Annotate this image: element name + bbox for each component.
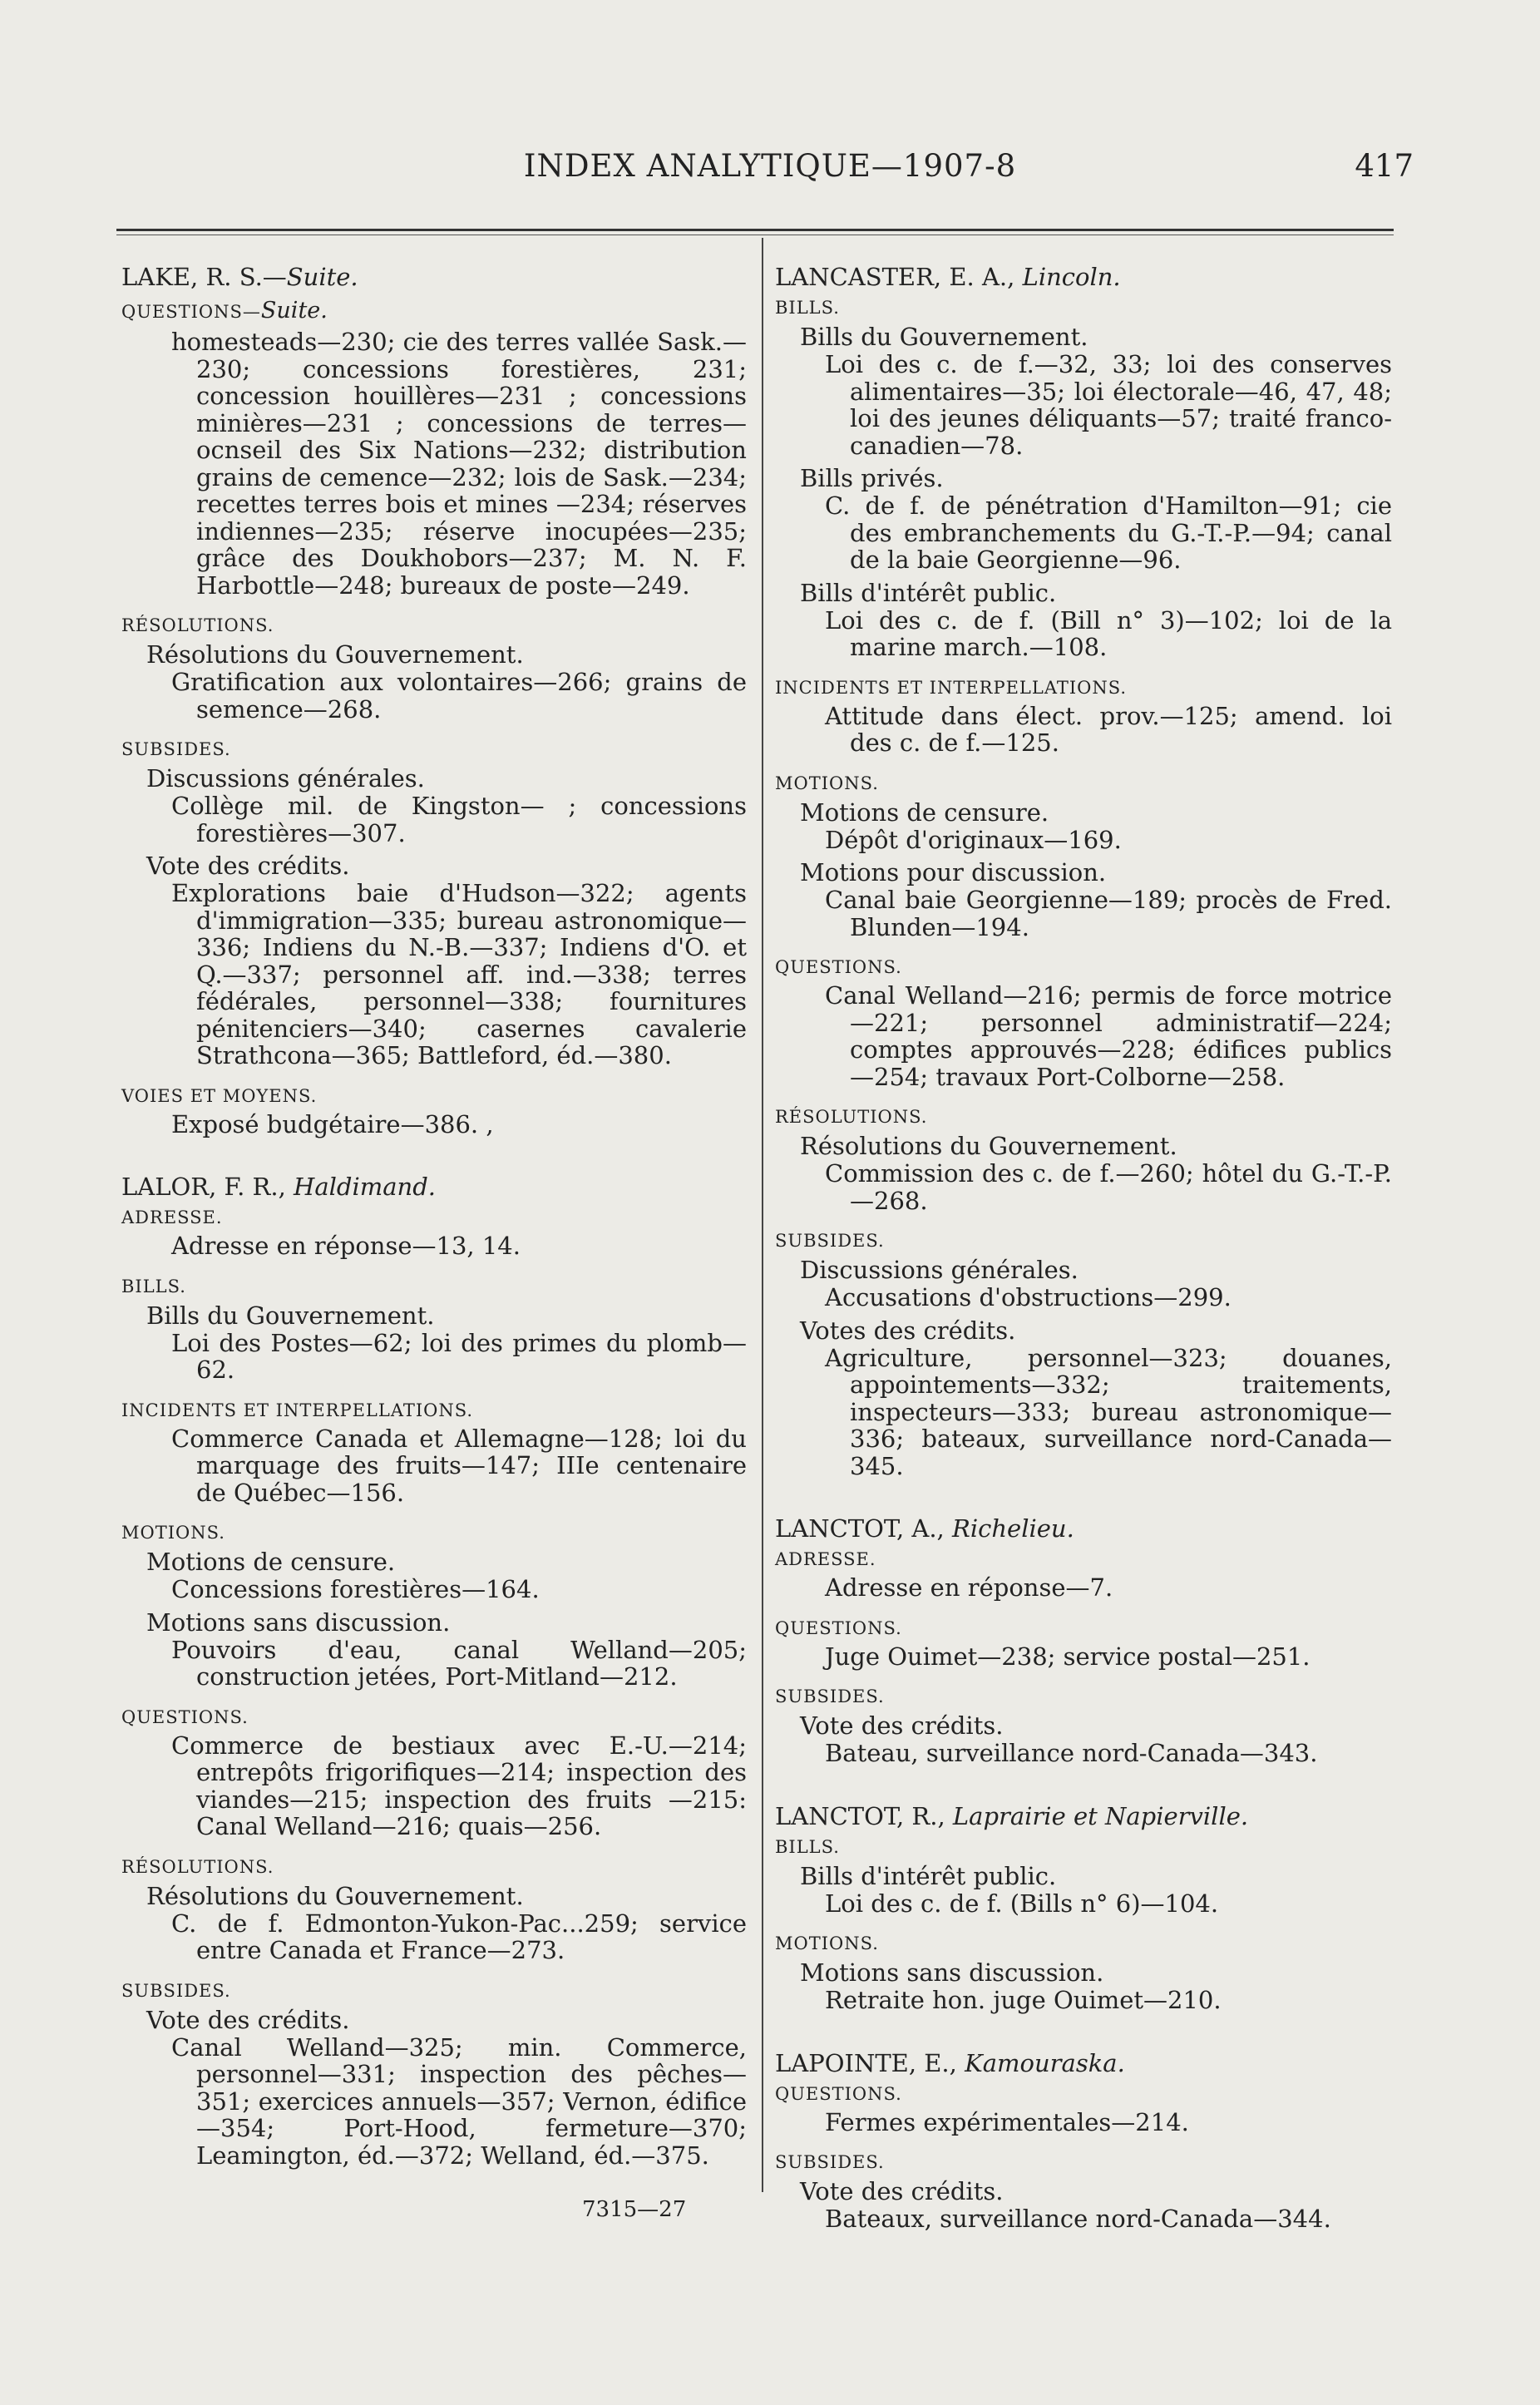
index-item: Exposé budgétaire—386. , <box>171 1109 494 1138</box>
entry-section <box>121 1981 747 2170</box>
entry-section <box>121 1857 747 1964</box>
subsection <box>775 798 1392 854</box>
subsection <box>775 1132 1392 1214</box>
subsection-heading: Vote des crédits. <box>146 2005 350 2034</box>
index-item: Attitude dans élect. prov.—125; amend. loi des c. de f.—125. <box>825 701 1392 757</box>
entry-section <box>121 298 747 599</box>
subsection <box>775 1711 1392 1767</box>
section-category: RÉSOLUTIONS. <box>775 1107 928 1127</box>
section-category: MOTIONS. <box>121 1523 225 1543</box>
subsection <box>775 1574 1392 1602</box>
subsection <box>121 764 747 847</box>
subsection-heading: Vote des crédits. <box>800 1711 1004 1740</box>
header-rule <box>116 229 1394 235</box>
subsection-heading: Vote des crédits. <box>146 852 350 880</box>
subsection <box>121 852 747 1069</box>
entry-name <box>775 263 1392 291</box>
section-category: SUBSIDES. <box>121 739 231 759</box>
member-name: LAKE, R. S.— <box>121 263 287 291</box>
index-entry <box>775 263 1392 1479</box>
member-name: LAPOINTE, E., <box>775 2048 965 2077</box>
subsection-heading: Motions pour discussion. <box>800 858 1107 886</box>
section-category: BILLS. <box>775 298 840 318</box>
index-entry <box>775 2049 1392 2233</box>
section-category: MOTIONS. <box>775 1933 879 1953</box>
entry-section <box>775 1618 1392 1671</box>
subsection <box>775 858 1392 941</box>
index-item: Commerce de bestiaux avec E.-U.—214; entrepôts frigorifiques—214; inspection des viandes—215; inspection des fruits —215: Canal Welland—216; quais—256. <box>171 1731 747 1840</box>
entry-section <box>775 957 1392 1090</box>
section-category: VOIES ET MOYENS. <box>121 1085 318 1106</box>
entry-section <box>121 1400 747 1507</box>
subsection <box>775 1862 1392 1918</box>
index-item: Commerce Canada et Allemagne—128; loi du marquage des fruits—147; IIIe centenaire de Québec—156. <box>171 1424 747 1507</box>
entry-section <box>775 1549 1392 1602</box>
section-category: INCIDENTS ET INTERPELLATIONS. <box>121 1400 474 1420</box>
subsection <box>121 1548 747 1603</box>
index-entry <box>775 1514 1392 1767</box>
index-item: C. de f. Edmonton-Yukon-Pac...259; service entre Canada et France—273. <box>171 1909 747 1964</box>
subsection <box>775 1256 1392 1311</box>
subsection <box>775 464 1392 574</box>
subsection <box>121 328 747 599</box>
entry-section <box>775 773 1392 941</box>
constituency: Richelieu. <box>952 1514 1074 1543</box>
entry-section <box>775 1231 1392 1479</box>
index-item: Collège mil. de Kingston— ; concessions forestières—307. <box>171 792 747 847</box>
index-entry <box>775 1802 1392 2014</box>
category-continuation: Suite. <box>260 298 328 323</box>
subsection <box>775 982 1392 1090</box>
entry-section <box>775 678 1392 757</box>
entry-section <box>775 298 1392 661</box>
subsection-heading: Bills du Gouvernement. <box>146 1301 435 1330</box>
subsection <box>121 1608 747 1691</box>
section-category: MOTIONS. <box>775 773 879 793</box>
section-category: SUBSIDES. <box>121 1980 231 2001</box>
subsection-heading: Bills d'intérêt public. <box>800 578 1057 607</box>
index-item: homesteads—230; cie des terres vallée Sask.—230; concessions forestières, 231; concession houillères—231 ; concessions minières—231 ; concessions de terres—ocnseil des Six Nations—232; distribution grains de cemence—232; lois de Sask.—234; recettes terres bois et mines —234; réserves indiennes—235; réserve inocupées—235; grâce des Doukhobors—237; M. N. F. Harbottle—248; bureaux de poste—249. <box>171 328 747 600</box>
section-category: QUESTIONS. <box>775 2083 902 2104</box>
page-number: 417 <box>1355 148 1414 184</box>
entry-section <box>775 1686 1392 1767</box>
index-item: Bateaux, surveillance nord-Canada—344. <box>825 2205 1331 2233</box>
subsection-heading: Discussions générales. <box>800 1256 1078 1284</box>
index-item: Concessions forestières—164. <box>171 1575 540 1603</box>
index-item: Canal baie Georgienne—189; procès de Fred. Blunden—194. <box>825 886 1392 941</box>
entry-section <box>775 1837 1392 1918</box>
subsection <box>121 640 747 723</box>
column-divider <box>762 238 763 2192</box>
member-name: LANCASTER, E. A., <box>775 263 1023 291</box>
section-category: SUBSIDES. <box>775 1686 885 1706</box>
index-item: Loi des c. de f.—32, 33; loi des conserves alimentaires—35; loi électorale—46, 47, 48; loi des jeunes déliquants—57; traité franco-canadien—78. <box>825 350 1392 460</box>
subsection-heading: Votes des crédits. <box>800 1316 1016 1345</box>
section-category: BILLS. <box>775 1836 840 1857</box>
subsection <box>121 1111 747 1138</box>
index-item: Loi des c. de f. (Bill n° 3)—102; loi de la marine march.—108. <box>825 605 1392 661</box>
subsection <box>775 2109 1392 2136</box>
entry-name <box>121 263 747 291</box>
member-name: LALOR, F. R., <box>121 1173 294 1201</box>
index-item: Bateau, surveillance nord-Canada—343. <box>825 1739 1318 1767</box>
index-item: Dépôt d'originaux—169. <box>825 825 1122 854</box>
entry-section <box>121 1207 747 1260</box>
subsection <box>775 323 1392 459</box>
index-item: Juge Ouimet—238; service postal—251. <box>825 1642 1310 1671</box>
subsection-heading: Résolutions du Gouvernement. <box>800 1132 1177 1160</box>
subsection <box>775 579 1392 661</box>
entry-name <box>775 1802 1392 1830</box>
entry-name <box>775 2049 1392 2077</box>
entry-name <box>775 1514 1392 1543</box>
signature-mark: 7315—27 <box>582 2197 687 2222</box>
section-category: BILLS. <box>121 1276 186 1296</box>
constituency: Haldimand. <box>294 1173 436 1201</box>
section-category: SUBSIDES. <box>775 2152 885 2172</box>
subsection <box>775 2177 1392 2233</box>
section-category: QUESTIONS. <box>775 957 902 977</box>
index-item: Retraite hon. juge Ouimet—210. <box>825 1986 1222 2014</box>
entry-section <box>121 1086 747 1138</box>
index-item: Commission des c. de f.—260; hôtel du G.-T.-P.—268. <box>825 1159 1392 1215</box>
section-category: ADRESSE. <box>775 1549 876 1569</box>
index-entry <box>121 1173 747 2169</box>
subsection-heading: Motions sans discussion. <box>146 1607 451 1637</box>
section-category: QUESTIONS. <box>775 1617 902 1638</box>
entry-section <box>121 1707 747 1840</box>
entry-section <box>121 739 747 1069</box>
index-item: Agriculture, personnel—323; douanes, appointements—332; traitements, inspecteurs—333; bureau astronomique—336; bateaux, surveillance nord-Canada—345. <box>825 1343 1392 1480</box>
index-item: Fermes expérimentales—214. <box>825 2107 1189 2136</box>
entry-section <box>775 1933 1392 2014</box>
constituency: Suite. <box>286 263 358 291</box>
subsection-heading: Bills privés. <box>800 464 944 492</box>
section-category: QUESTIONS—Suite. <box>121 298 328 323</box>
subsection-heading: Motions de censure. <box>800 798 1049 827</box>
subsection <box>121 2006 747 2170</box>
subsection-heading: Vote des crédits. <box>800 2177 1004 2205</box>
index-item: Gratification aux volontaires—266; grains de semence—268. <box>171 668 747 723</box>
index-item: Loi des Postes—62; loi des primes du plomb—62. <box>171 1328 747 1384</box>
subsection <box>775 1958 1392 2014</box>
index-item: Accusations d'obstructions—299. <box>825 1283 1232 1311</box>
section-category: RÉSOLUTIONS. <box>121 615 274 635</box>
subsection-heading: Discussions générales. <box>146 764 425 793</box>
subsection-heading: Résolutions du Gouvernement. <box>146 1881 524 1910</box>
left-column <box>121 263 747 2204</box>
entry-section <box>121 615 747 723</box>
index-item: Adresse en réponse—13, 14. <box>171 1232 521 1260</box>
index-item: Pouvoirs d'eau, canal Welland—205; construction jetées, Port-Mitland—212. <box>171 1635 747 1691</box>
subsection <box>121 1301 747 1384</box>
right-column <box>775 263 1392 2268</box>
subsection-heading: Motions de censure. <box>146 1548 396 1576</box>
entry-name <box>121 1173 747 1201</box>
constituency: Laprairie et Napierville. <box>952 1801 1249 1830</box>
subsection-heading: Bills d'intérêt public. <box>800 1861 1057 1890</box>
entry-section <box>775 2084 1392 2136</box>
subsection-heading: Bills du Gouvernement. <box>800 323 1088 351</box>
index-item: Adresse en réponse—7. <box>825 1573 1113 1602</box>
index-item: Canal Welland—325; min. Commerce, personnel—331; inspection des pêches—351; exercices annuels—357; Vernon, édifice—354; Port-Hood, fermeture—370; Leamington, éd.—372; Welland, éd.—375. <box>171 2032 747 2170</box>
subsection-heading: Motions sans discussion. <box>800 1958 1104 1987</box>
subsection <box>121 1882 747 1964</box>
subsection <box>775 1316 1392 1480</box>
subsection <box>121 1732 747 1840</box>
index-item: Loi des c. de f. (Bills n° 6)—104. <box>825 1889 1219 1918</box>
entry-section <box>775 1107 1392 1214</box>
section-category: RÉSOLUTIONS. <box>121 1856 274 1877</box>
member-name: LANCTOT, A., <box>775 1514 952 1543</box>
subsection <box>775 703 1392 757</box>
index-item: C. de f. de pénétration d'Hamilton—91; cie des embranchements du G.-T.-P.—94; canal de la baie Georgienne—96. <box>825 491 1392 574</box>
page-header <box>116 148 1424 198</box>
member-name: LANCTOT, R., <box>775 1801 953 1830</box>
subsection <box>775 1643 1392 1671</box>
entry-section <box>121 1277 747 1384</box>
index-entry <box>121 263 747 1138</box>
entry-section <box>775 2152 1392 2233</box>
section-category: SUBSIDES. <box>775 1231 885 1251</box>
subsection <box>121 1232 747 1260</box>
entry-section <box>121 1523 747 1691</box>
index-item: Canal Welland—216; permis de force motrice—221; personnel administratif—224; comptes approuvés—228; édifices publics —254; travaux Port-Colborne—258. <box>825 981 1392 1091</box>
constituency: Lincoln. <box>1022 263 1121 291</box>
section-category: QUESTIONS. <box>121 1706 249 1727</box>
subsection-heading: Résolutions du Gouvernement. <box>146 640 524 669</box>
section-category: INCIDENTS ET INTERPELLATIONS. <box>775 677 1128 698</box>
constituency: Kamouraska. <box>965 2048 1125 2077</box>
index-item: Explorations baie d'Hudson—322; agents d'immigration—335; bureau astronomique—336; Indiens du N.-B.—337; Indiens d'O. et Q.—337; personnel aff. ind.—338; terres fédérales, personnel—338; fournitures pénitenciers—340; casernes cavalerie Strathcona—365; Battleford, éd.—380. <box>171 879 747 1069</box>
section-category: ADRESSE. <box>121 1207 223 1227</box>
subsection <box>121 1425 747 1507</box>
page-title: INDEX ANALYTIQUE—1907-8 <box>523 148 1017 184</box>
